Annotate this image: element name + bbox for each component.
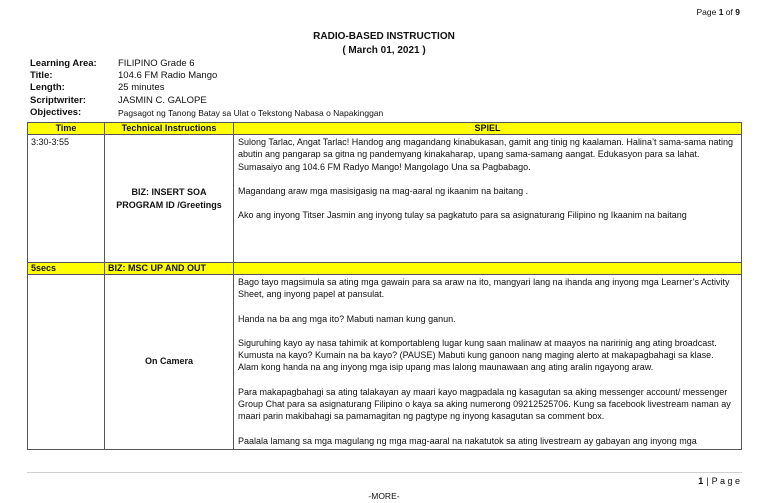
footer-page-word: P a g e (711, 476, 740, 486)
title-line-1: RADIO-BASED INSTRUCTION (313, 31, 455, 42)
table-row (28, 275, 742, 450)
meta-value: FILIPINO Grade 6 (118, 58, 195, 69)
meta-value: Pagsagot ng Tanong Batay sa Ulat o Tekstong Nabasa o Napakinggan (118, 107, 384, 118)
page-indicator (696, 7, 740, 17)
page-current: 1 (718, 7, 724, 17)
header-technical-instructions: Technical Instructions (105, 123, 234, 135)
footer-page-current: 1 (698, 476, 704, 486)
footer-separator: | (706, 476, 709, 486)
meta-value: JASMIN C. GALOPE (118, 94, 207, 106)
more-marker: -MORE- (368, 491, 400, 501)
tech-cell: BIZ: INSERT SOA PROGRAM ID /Greetings (105, 135, 234, 263)
meta-title (30, 70, 383, 82)
table-row (28, 135, 742, 263)
tech-cell: BIZ: MSC UP AND OUT (105, 263, 234, 275)
meta-value: 25 minutes (118, 82, 165, 94)
spiel-cell (234, 135, 742, 263)
meta-length (30, 82, 383, 94)
meta-learning-area (30, 58, 383, 70)
page-prefix: Page (696, 7, 717, 17)
spiel-cell-empty (234, 263, 742, 275)
footer-divider (27, 472, 742, 473)
meta-scriptwriter (30, 95, 383, 107)
meta-value: 104.6 FM Radio Mango (118, 70, 218, 82)
spiel-paragraph: Sulong Tarlac, Angat Tarlac! Handog ang magandang kinabukasan, gamit ang tinig ng kaalaman. Halina’t sama-sama nating abutin ang pangarap sa gitna ng pandemyang kinakaharap, upang sama-samang aangat. Edukasyon para sa lahat. Sumasaiyo ang 104.6 FM Radyo Mango! Mangolago Una sa Pagbabago. (238, 137, 733, 172)
page-of: of (725, 7, 733, 17)
spiel-paragraph: Para makapagbahagi sa ating talakayan ay maari kayo magpadala ng kasagutan sa aking messenger account/ messenger Group Chat para sa asignaturang Filipino o kaya sa aking numerong 09212525706. Kung sa facebook livestream naman ay maari parin makibahagi sa pamamagitan ng pagtype ng inyong kasagutan sa comment box. (238, 386, 731, 422)
tech-cell: On Camera (105, 275, 234, 450)
table-row-highlight (28, 263, 742, 275)
meta-label: Length: (30, 82, 65, 94)
spiel-paragraph: Paalala lamang sa mga magulang ng mga mag-aaral na nakatutok sa ating livestream ay gabayan ang inyong mga (238, 435, 697, 446)
spiel-paragraph: Ako ang inyong Titser Jasmin ang inyong tulay sa pagkatuto para sa asignaturang Filipino ng Ikaanim na baitang (238, 210, 687, 221)
footer-page-number (698, 476, 740, 486)
meta-label: Learning Area: (30, 58, 97, 69)
spiel-paragraph: Magandang araw mga masisigasig na mag-aaral ng ikaanim na baitang . (238, 185, 529, 196)
time-cell-empty (28, 275, 105, 450)
header-time: Time (28, 123, 105, 135)
time-cell: 3:30-3:55 (28, 135, 105, 263)
header-spiel: SPIEL (234, 123, 742, 135)
document-title (0, 30, 768, 58)
page-total: 9 (735, 7, 740, 17)
title-date: ( March 01, 2021 ) (342, 45, 426, 56)
spiel-cell (234, 275, 742, 450)
meta-label: Objectives: (30, 106, 82, 118)
spiel-paragraph: Handa na ba ang mga ito? Mabuti naman kung ganun. (238, 313, 456, 324)
spiel-paragraph: Siguruhing kayo ay nasa tahimik at komportableng lugar kung saan malinaw at maayos na naririnig ang ating broadcast. Kumusta na kayo? Kumain na ba kayo? (PAUSE) Mabuti kung ganoon nang maging alerto at makapagbahagi sa klase. Alam kong handa na ang inyong mga isip upang mas lalong maunawaan ang ating aralin ngayong araw. (238, 337, 717, 373)
meta-block (30, 58, 383, 119)
time-cell: 5secs (28, 263, 105, 275)
table-header-row (28, 123, 742, 135)
spiel-paragraph: Bago tayo magsimula sa ating mga gawain para sa araw na ito, mangyari lang na ihanda ang inyong mga Learner’s Activity Sheet, ang inyong papel at pansulat. (238, 277, 730, 300)
meta-objectives (30, 107, 383, 119)
meta-label: Scriptwriter: (30, 94, 86, 106)
script-table (27, 122, 742, 450)
meta-label: Title: (30, 70, 53, 82)
